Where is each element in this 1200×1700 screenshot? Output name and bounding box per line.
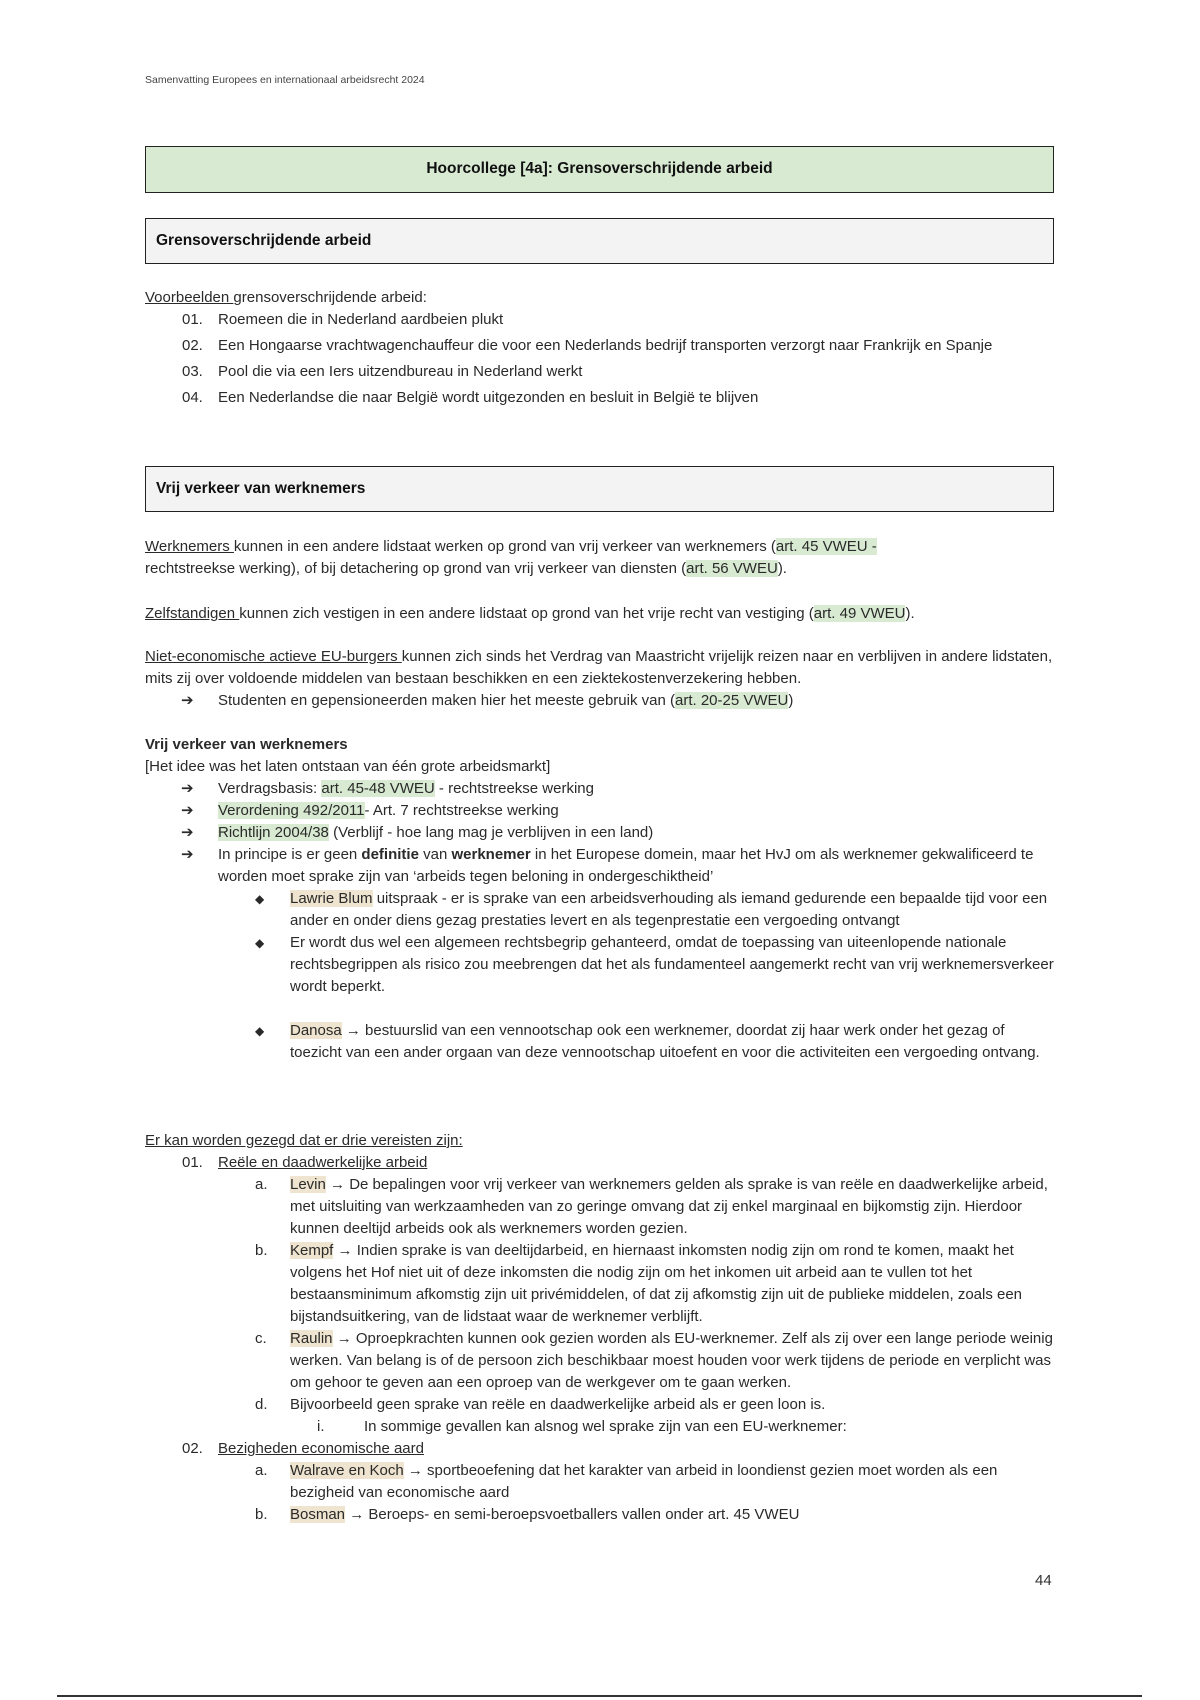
- list-item: b. Kempf → Indien sprake is van deeltijdarbeid, en hiernaast inkomsten nodig zijn om rond te komen, maakt het volgens het Hof niet uit of deze inkomsten die nodig zijn om het inkomen uit arbeid aan te vullen tot het bestaansminimum afkomstig zijn uit privémiddelen, of dat zij afkomstig zijn uit de publieke middelen, zoals een bijstandsuitkering, van de lidstaat waar de werknemer verblijft.: [255, 1242, 1023, 1325]
- list-item: i. In sommige gevallen kan alsnog wel sprake zijn van een EU-werknemer:: [317, 1418, 847, 1435]
- footer-divider: [57, 1695, 1142, 1697]
- section-heading-box: [145, 218, 1054, 264]
- list-item: ◆ Lawrie Blum uitspraak - er is sprake van een arbeidsverhouding als iemand gedurende een bepaalde tijd voor een ander en onder diens gezag prestaties levert en als tegenprestatie een vergoeding ontvangt: [255, 890, 1048, 929]
- section-heading: Vrij verkeer van werknemers: [156, 480, 366, 497]
- list-item: d. Bijvoorbeeld geen sprake van reële en daadwerkelijke arbeid als er geen loon is.: [255, 1396, 826, 1413]
- section-heading-box: [145, 466, 1054, 512]
- requirements-block: [145, 1130, 1054, 1526]
- list-item: 01. Reële en daadwerkelijke arbeid: [182, 1154, 428, 1171]
- list-item: ➔ Richtlijn 2004/38 (Verblijf - hoe lang mag je verblijven in een land): [145, 822, 1054, 844]
- list-item: ◆ Er wordt dus wel een algemeen rechtsbegrip gehanteerd, omdat de toepassing van uiteenlopende nationale rechtsbegrippen als risico zou meebrengen dat het als fundamenteel aangemerkt recht van vrij werknemersverkeer wordt beperkt.: [255, 934, 1054, 995]
- lecture-title: Hoorcollege [4a]: Grensoverschrijdende arbeid: [426, 160, 773, 177]
- arrow-icon: ➔: [181, 846, 194, 863]
- paragraph-zelfstandigen: Zelfstandigen kunnen zich vestigen in een andere lidstaat op grond van het vrije recht van vestiging (art. 49 VWEU).: [145, 605, 915, 622]
- list-item: 02. Een Hongaarse vrachtwagenchauffeur die voor een Nederlands bedrijf transporten verzorgt naar Frankrijk en Spanje: [182, 337, 993, 354]
- paragraph-niet-economisch: Niet-economische actieve EU-burgers kunnen zich sinds het Verdrag van Maastricht vrijelijk reizen naar en verblijven in andere lidstaten, mits zij over voldoende middelen van bestaan beschikken en een ziektekostenverzekering hebben. ➔ Studenten en gepensioneerden maken hier het meeste gebruik van (art. 20-25 VWEU): [145, 646, 1054, 712]
- examples-block: [145, 287, 1054, 409]
- subheading: Vrij verkeer van werknemers: [145, 736, 348, 753]
- list-item: 01. Roemeen die in Nederland aardbeien plukt: [182, 311, 504, 328]
- list-item: 03. Pool die via een Iers uitzendbureau in Nederland werkt: [182, 363, 583, 380]
- list-item: 02. Bezigheden economische aard: [182, 1440, 424, 1457]
- subheading-note: [Het idee was het laten ontstaan van één grote arbeidsmarkt]: [145, 758, 551, 775]
- list-item: ➔ Studenten en gepensioneerden maken hier het meeste gebruik van (art. 20-25 VWEU): [145, 690, 1054, 712]
- running-header: Samenvatting Europees en internationaal arbeidsrecht 2024: [145, 74, 425, 86]
- diamond-bullet-icon: ◆: [255, 892, 265, 906]
- list-item: 04. Een Nederlandse die naar België wordt uitgezonden en besluit in België te blijven: [182, 389, 759, 406]
- paragraph-werknemers: Werknemers kunnen in een andere lidstaat werken op grond van vrij verkeer van werknemers (art. 45 VWEU - rechtstreekse werking), of bij detachering op grond van vrij verkeer van diensten (art. 56 VWEU).: [145, 538, 877, 577]
- arrow-icon: ➔: [181, 824, 194, 841]
- requirements-intro: Er kan worden gezegd dat er drie vereisten zijn:: [145, 1132, 463, 1149]
- list-item: ➔ Verdragsbasis: art. 45-48 VWEU - rechtstreekse werking: [145, 778, 1054, 800]
- diamond-bullet-icon: ◆: [255, 936, 265, 950]
- list-item: b. Bosman → Beroeps- en semi-beroepsvoetballers vallen onder art. 45 VWEU: [255, 1506, 800, 1523]
- page-number: 44: [1035, 1572, 1052, 1589]
- list-item: a. Walrave en Koch → sportbeoefening dat het karakter van arbeid in loondienst gezien moet worden als een bezigheid van economische aard: [255, 1462, 998, 1501]
- section-heading: Grensoverschrijdende arbeid: [156, 232, 372, 249]
- list-item: ➔ In principe is er geen definitie van werknemer in het Europese domein, maar het HvJ om als werknemer gekwalificeerd te worden moet sprake zijn van ‘arbeids tegen beloning in ondergeschiktheid’: [181, 846, 1034, 885]
- list-item: ➔ Verordening 492/2011- Art. 7 rechtstreekse werking: [145, 800, 1054, 822]
- vvw-block: [145, 734, 1054, 1064]
- arrow-icon: ➔: [181, 780, 194, 797]
- list-item: ◆ Danosa → bestuurslid van een vennootschap ook een werknemer, doordat zij haar werk onder het gezag of toezicht van een ander orgaan van deze vennootschap uitoefent en voor die activiteiten een vergoeding ontvang.: [255, 1022, 1040, 1061]
- list-item: c. Raulin → Oproepkrachten kunnen ook gezien worden als EU-werknemer. Zelf als zij over een lange periode weinig werken. Van belang is of de persoon zich beschikbaar moest houden voor werk tijdens de periode en verplicht was om gehoor te geven aan een oproep van de werkgever om te gaan werken.: [255, 1330, 1053, 1391]
- list-item: a. Levin → De bepalingen voor vrij verkeer van werknemers gelden als sprake is van reële en daadwerkelijke arbeid, met uitsluiting van werkzaamheden van zo geringe omvang dat zij enkel marginaal en bijkomstig zijn. Hierdoor kunnen deeltijd arbeids ook als werknemers worden gezien.: [255, 1176, 1048, 1237]
- arrow-icon: ➔: [181, 802, 194, 819]
- diamond-bullet-icon: ◆: [255, 1024, 265, 1038]
- arrow-icon: ➔: [181, 692, 194, 709]
- lecture-title-box: [145, 146, 1054, 193]
- examples-intro: Voorbeelden grensoverschrijdende arbeid:: [145, 289, 427, 306]
